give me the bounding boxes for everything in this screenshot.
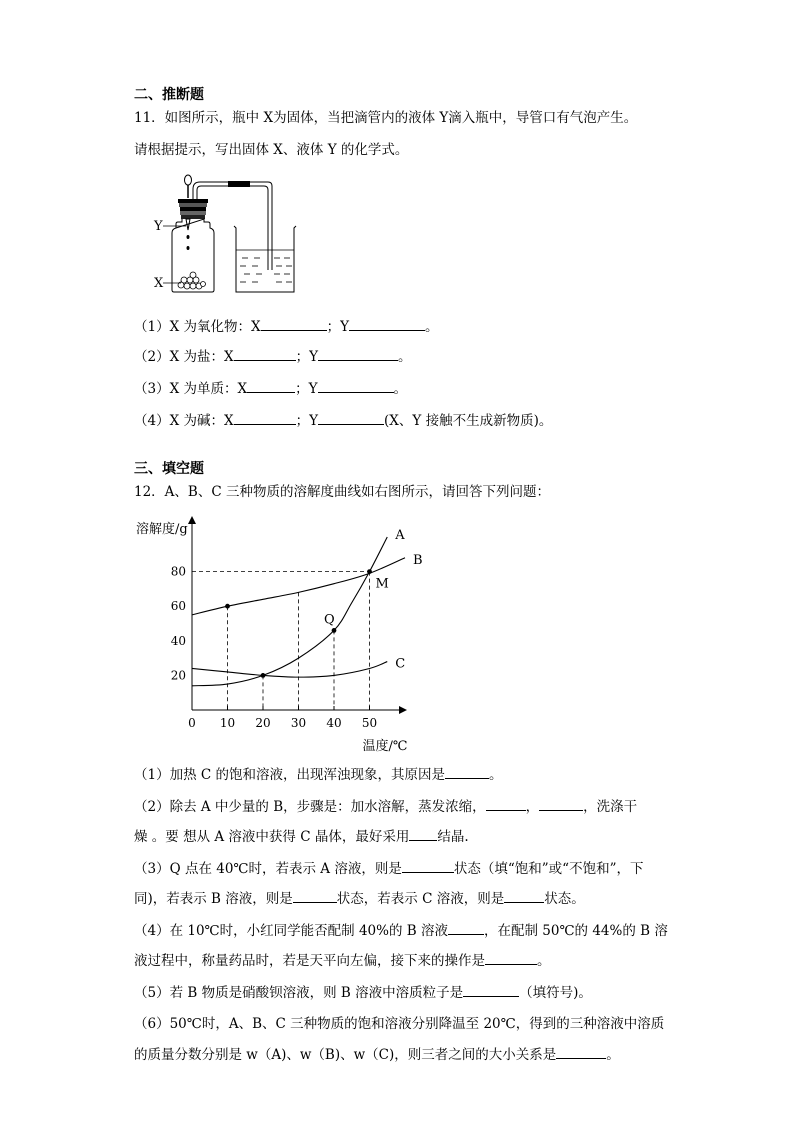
y-tick-label: 80 bbox=[170, 564, 186, 579]
y-axis-label: 溶解度/g bbox=[136, 522, 188, 537]
q11-sub1-text-c: 。 bbox=[425, 319, 439, 335]
answer-blank[interactable] bbox=[463, 982, 519, 997]
y-axis-arrow bbox=[188, 516, 196, 524]
q11-text-line2: 请根据提示，写出固体 X、液体 Y 的化学式。 bbox=[134, 142, 409, 158]
answer-blank[interactable] bbox=[504, 888, 544, 903]
answer-blank[interactable] bbox=[349, 316, 425, 331]
answer-blank[interactable] bbox=[485, 950, 537, 965]
y-tick-label: 60 bbox=[170, 599, 186, 614]
point-label-q: Q bbox=[324, 612, 335, 628]
data-point bbox=[367, 569, 372, 574]
x-tick-label: 20 bbox=[255, 716, 271, 730]
data-point bbox=[332, 628, 337, 633]
q12-s5 bbox=[134, 982, 592, 1003]
point-label-m: M bbox=[375, 576, 389, 592]
q12-s4-text-b: ，在配制 50℃的 44%的 B 溶 bbox=[483, 923, 668, 939]
q11-sub3-text-c: 。 bbox=[393, 381, 408, 397]
q12-s4-text-a: （4）在 10℃时，小红同学能否配制 40%的 B 溶液 bbox=[134, 923, 448, 939]
q12-s6-text-a: （6）50℃时，A、B、C 三种物质的饱和溶液分别降温至 20℃，得到的三种溶液中溶质 bbox=[134, 1016, 665, 1032]
q11-sub3 bbox=[134, 378, 407, 399]
q12-s2-text-b: ， bbox=[525, 799, 540, 815]
q12-s3-text-d: 状态，若表示 C 溶液，则是 bbox=[336, 891, 505, 907]
answer-blank[interactable] bbox=[409, 826, 437, 841]
data-point bbox=[261, 673, 266, 678]
q12-s1-text-a: （1）加热 C 的饱和溶液，出现浑浊现象，其原因是 bbox=[134, 767, 446, 783]
q12-s2-text-a: （2）除去 A 中少量的 B，步骤是：加水溶解，蒸发浓缩， bbox=[134, 799, 486, 815]
solid-granules bbox=[178, 272, 206, 289]
q12-intro: 12．A、B、C 三种物质的溶解度曲线如右图所示，请回答下列问题： bbox=[134, 484, 550, 500]
x-tick-label: 0 bbox=[188, 716, 196, 730]
q12-s4-line1 bbox=[134, 920, 668, 941]
data-point bbox=[225, 604, 230, 609]
answer-blank[interactable] bbox=[402, 858, 454, 873]
q12-s3-text-a: （3）Q 点在 40℃时，若表示 A 溶液，则是 bbox=[134, 861, 402, 877]
q12-s2-text-d: 燥 。要 想从 A 溶液中获得 C 晶体，最好采用 bbox=[134, 829, 410, 845]
solubility-chart bbox=[130, 512, 430, 757]
answer-blank[interactable] bbox=[318, 346, 398, 361]
dropper-bulb bbox=[185, 175, 192, 185]
answer-blank[interactable] bbox=[539, 796, 583, 811]
q11-sub1-text-a: （1）X 为氧化物：X bbox=[134, 319, 261, 335]
q12-s5-text-a: （5）若 B 物质是硝酸钡溶液，则 B 溶液中溶质粒子是 bbox=[134, 985, 464, 1001]
q12-s6-line2 bbox=[134, 1044, 620, 1065]
answer-blank[interactable] bbox=[247, 378, 295, 393]
q11-sub2-text-b: ；Y bbox=[295, 349, 319, 365]
x-axis-arrow bbox=[399, 706, 407, 714]
q12-s3-text-e: 状态。 bbox=[544, 891, 585, 907]
q11-sub1-text-b: ；Y bbox=[326, 319, 350, 335]
q12-s4-text-c: 液过程中，称量药品时，若是天平向左偏，接下来的操作是 bbox=[134, 953, 485, 969]
q12-s6-line1 bbox=[134, 1014, 664, 1034]
answer-blank[interactable] bbox=[293, 888, 337, 903]
answer-blank[interactable] bbox=[234, 410, 296, 425]
x-axis-label: 温度/℃ bbox=[362, 739, 408, 754]
section-title-fill-in: 三、填空题 bbox=[134, 461, 204, 477]
q12-s2-text-e: 结晶. bbox=[437, 829, 469, 845]
answer-blank[interactable] bbox=[445, 764, 489, 779]
q11-sub4-text-a: （4）X 为碱：X bbox=[134, 413, 234, 429]
q12-s4-text-d: 。 bbox=[537, 953, 551, 969]
series-label-c: C bbox=[395, 656, 406, 672]
q12-s4-line2 bbox=[134, 950, 551, 971]
series-label-a: A bbox=[395, 528, 405, 543]
q11-text-line1: 11．如图所示，瓶中 X为固体，当把滴管内的液体 Y滴入瓶中，导管口有气泡产生。 bbox=[134, 110, 638, 126]
answer-blank[interactable] bbox=[486, 796, 526, 811]
q12-s1 bbox=[134, 764, 503, 785]
chart-text bbox=[136, 521, 423, 754]
q12-s2-line1 bbox=[134, 796, 637, 817]
stopper bbox=[178, 199, 208, 203]
answer-blank[interactable] bbox=[234, 346, 296, 361]
q12-s2-line2 bbox=[134, 826, 469, 847]
x-tick-label: 10 bbox=[219, 716, 236, 730]
beaker-liquid bbox=[240, 258, 292, 282]
x-tick-label: 50 bbox=[361, 716, 378, 730]
section-title-inference: 二、推断题 bbox=[134, 87, 204, 103]
chart-guides bbox=[192, 572, 370, 710]
q11-sub2-text-c: 。 bbox=[398, 349, 412, 365]
q12-s3-text-b: 状态（填“饱和”或“不饱和”，下 bbox=[453, 861, 644, 877]
q12-s6-text-c: 。 bbox=[606, 1047, 620, 1063]
x-tick-label: 40 bbox=[326, 716, 342, 730]
q12-s1-text-b: 。 bbox=[489, 767, 503, 783]
q12-s3-line1 bbox=[134, 858, 643, 879]
q12-s3-text-c: 同)，若表示 B 溶液，则是 bbox=[134, 891, 293, 907]
answer-blank[interactable] bbox=[318, 378, 394, 393]
q11-sub2-text-a: （2）X 为盐：X bbox=[134, 349, 234, 365]
q11-sub4-text-b: ；Y bbox=[295, 413, 319, 429]
q11-sub1 bbox=[134, 316, 439, 337]
q11-sub3-text-a: （3）X 为单质：X bbox=[134, 381, 248, 397]
x-tick-label: 30 bbox=[290, 716, 307, 730]
answer-blank[interactable] bbox=[318, 410, 384, 425]
y-tick-label: 20 bbox=[170, 668, 186, 683]
label-y: Y bbox=[154, 219, 163, 234]
apparatus-figure bbox=[148, 172, 308, 298]
q12-s6-text-b: 的质量分数分别是 w（A)、w（B)、w（C)，则三者之间的大小关系是 bbox=[134, 1047, 557, 1063]
q11-sub3-text-b: ；Y bbox=[295, 381, 318, 397]
q12-s5-text-b: （填符号)。 bbox=[519, 985, 592, 1001]
y-tick-label: 40 bbox=[170, 633, 186, 648]
q11-sub2 bbox=[134, 346, 412, 367]
q11-sub4-text-c: (X、Y 接触不生成新物质)。 bbox=[384, 413, 553, 429]
rubber-connector bbox=[228, 181, 250, 187]
series-line-a bbox=[192, 537, 387, 686]
q12-s3-line2 bbox=[134, 888, 585, 909]
answer-blank[interactable] bbox=[448, 920, 484, 935]
series-line-b bbox=[192, 558, 405, 615]
q11-sub4 bbox=[134, 410, 552, 431]
series-label-b: B bbox=[413, 552, 423, 568]
answer-blank[interactable] bbox=[556, 1044, 606, 1059]
label-x: X bbox=[154, 276, 164, 291]
answer-blank[interactable] bbox=[261, 316, 327, 331]
q12-s2-text-c: ，洗涤干 bbox=[583, 799, 638, 815]
